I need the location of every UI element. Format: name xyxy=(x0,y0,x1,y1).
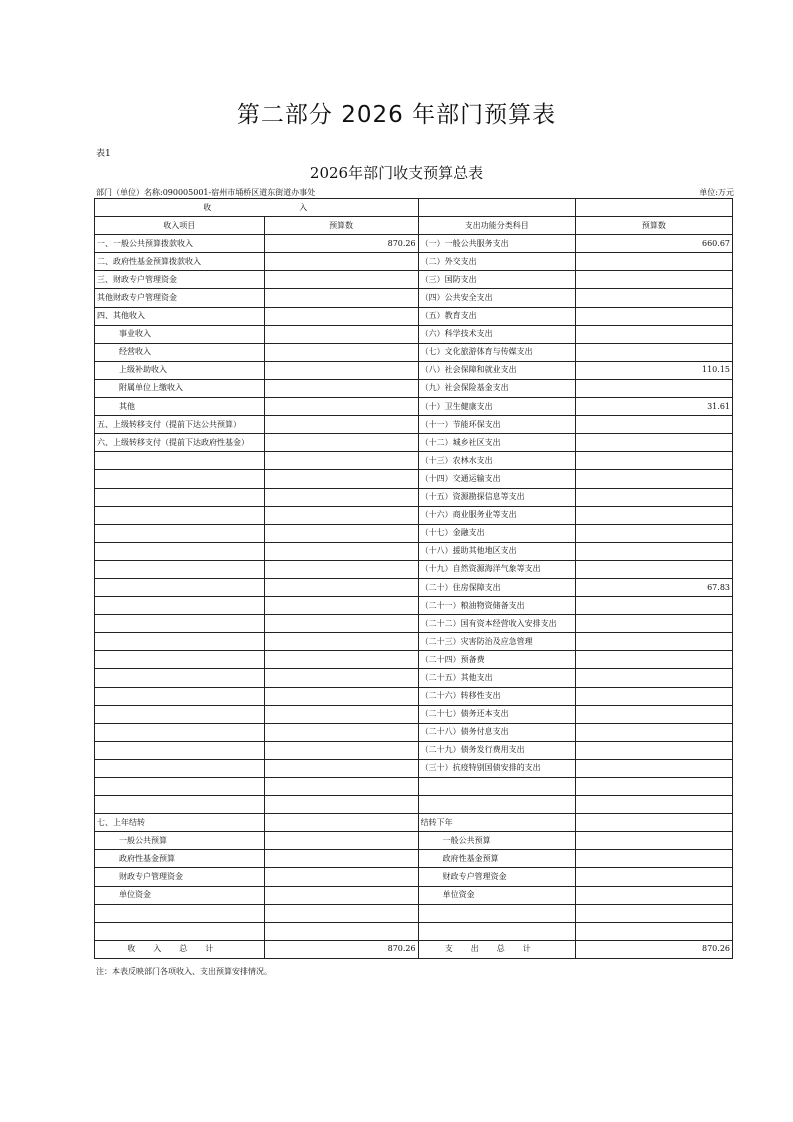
table-row xyxy=(95,832,733,850)
income-amount-cell xyxy=(264,633,418,651)
expense-amount-cell xyxy=(575,488,732,506)
expense-total-amount: 870.26 xyxy=(575,940,732,958)
table-row xyxy=(95,271,733,289)
table-row xyxy=(95,289,733,307)
income-amount-cell xyxy=(264,778,418,796)
expense-item-cell: （十四）交通运输支出 xyxy=(418,470,575,488)
page-title: 第二部分 2026 年部门预算表 xyxy=(236,102,557,128)
table-row xyxy=(95,615,733,633)
income-amount-cell xyxy=(264,886,418,904)
expense-amount-cell xyxy=(575,434,732,452)
expense-amount-cell xyxy=(575,832,732,850)
income-item-cell xyxy=(95,759,265,777)
expense-amount-cell xyxy=(575,524,732,542)
table-row xyxy=(95,705,733,723)
income-amount-cell xyxy=(264,597,418,615)
expense-item-cell: 政府性基金预算 xyxy=(418,850,575,868)
table-row xyxy=(95,488,733,506)
table-row xyxy=(95,651,733,669)
income-item-cell xyxy=(95,506,265,524)
table-row xyxy=(95,470,733,488)
income-amount-cell xyxy=(264,814,418,832)
expense-group-header-blank xyxy=(418,199,575,217)
expense-item-cell: （二十二）国有资本经营收入安排支出 xyxy=(418,615,575,633)
department-name: 部门（单位）名称:090005001-宿州市埇桥区道东街道办事处 xyxy=(96,188,316,197)
expense-item-cell: （十一）节能环保支出 xyxy=(418,416,575,434)
income-amount-cell xyxy=(264,343,418,361)
income-item-cell xyxy=(95,542,265,560)
income-amount-cell xyxy=(264,560,418,578)
expense-item-cell: （十）卫生健康支出 xyxy=(418,398,575,416)
table-row xyxy=(95,633,733,651)
income-amount-cell xyxy=(264,832,418,850)
income-item-cell xyxy=(95,687,265,705)
expense-item-cell: （二十八）债务付息支出 xyxy=(418,723,575,741)
unit-label: 单位:万元 xyxy=(699,188,734,197)
expense-item-cell: 财政专户管理资金 xyxy=(418,868,575,886)
income-amount-cell xyxy=(264,289,418,307)
expense-amount-cell xyxy=(575,687,732,705)
expense-amount-cell xyxy=(575,741,732,759)
expense-item-cell: （三）国防支出 xyxy=(418,271,575,289)
income-item-cell xyxy=(95,705,265,723)
table-title: 2026年部门收支预算总表 xyxy=(309,164,484,182)
table-row xyxy=(95,759,733,777)
table-row xyxy=(95,343,733,361)
income-item-cell xyxy=(95,922,265,940)
expense-item-header: 支出功能分类科目 xyxy=(418,217,575,235)
expense-item-cell xyxy=(418,796,575,814)
table-row xyxy=(95,687,733,705)
expense-amount-cell: 31.61 xyxy=(575,398,732,416)
expense-amount-cell xyxy=(575,705,732,723)
income-item-cell xyxy=(95,778,265,796)
income-amount-cell xyxy=(264,669,418,687)
income-amount-cell xyxy=(264,452,418,470)
table-row xyxy=(95,886,733,904)
expense-item-cell: （十五）资源勘探信息等支出 xyxy=(418,488,575,506)
expense-item-cell xyxy=(418,922,575,940)
income-amount-cell: 870.26 xyxy=(264,235,418,253)
table-row xyxy=(95,778,733,796)
income-item-cell: 一般公共预算 xyxy=(95,832,265,850)
income-amount-cell xyxy=(264,271,418,289)
expense-amount-cell xyxy=(575,307,732,325)
expense-item-cell: （三十）抗疫特别国债安排的支出 xyxy=(418,759,575,777)
income-item-cell: 政府性基金预算 xyxy=(95,850,265,868)
expense-item-cell: （二十五）其他支出 xyxy=(418,669,575,687)
expense-item-cell: （一）一般公共服务支出 xyxy=(418,235,575,253)
expense-amount-cell xyxy=(575,542,732,560)
income-item-cell: 五、上级转移支付（提前下达公共预算） xyxy=(95,416,265,434)
expense-item-cell: （二）外交支出 xyxy=(418,253,575,271)
expense-amount-cell xyxy=(575,759,732,777)
income-item-cell xyxy=(95,488,265,506)
income-amount-cell xyxy=(264,868,418,886)
table-number: 表1 xyxy=(96,149,111,159)
expense-amount-cell xyxy=(575,253,732,271)
expense-item-cell: （十六）商业服务业等支出 xyxy=(418,506,575,524)
expense-amount-cell xyxy=(575,597,732,615)
income-amount-cell xyxy=(264,470,418,488)
expense-amount-cell xyxy=(575,778,732,796)
income-amount-cell xyxy=(264,741,418,759)
expense-amount-cell xyxy=(575,796,732,814)
table-row xyxy=(95,398,733,416)
expense-item-cell: （十九）自然资源海洋气象等支出 xyxy=(418,560,575,578)
income-item-cell xyxy=(95,651,265,669)
income-item-cell xyxy=(95,669,265,687)
income-item-cell: 其他财政专户管理资金 xyxy=(95,289,265,307)
income-amount-header: 预算数 xyxy=(264,217,418,235)
table-row xyxy=(95,578,733,596)
expense-amount-cell xyxy=(575,886,732,904)
income-item-cell xyxy=(95,741,265,759)
income-item-cell xyxy=(95,615,265,633)
expense-item-cell: 单位资金 xyxy=(418,886,575,904)
footnote: 注：本表反映部门各项收入、支出预算安排情况。 xyxy=(96,967,272,976)
income-amount-cell xyxy=(264,488,418,506)
income-item-cell: 附属单位上缴收入 xyxy=(95,379,265,397)
expense-item-cell: （二十六）转移性支出 xyxy=(418,687,575,705)
expense-group-header-blank xyxy=(575,199,732,217)
income-item-cell xyxy=(95,452,265,470)
table-row xyxy=(95,253,733,271)
income-item-cell: 单位资金 xyxy=(95,886,265,904)
income-amount-cell xyxy=(264,796,418,814)
income-amount-cell xyxy=(264,578,418,596)
income-item-cell: 经营收入 xyxy=(95,343,265,361)
expense-amount-cell xyxy=(575,651,732,669)
income-amount-cell xyxy=(264,705,418,723)
expense-amount-cell xyxy=(575,615,732,633)
income-amount-cell xyxy=(264,325,418,343)
table-row xyxy=(95,560,733,578)
expense-item-cell: （十八）援助其他地区支出 xyxy=(418,542,575,560)
expense-amount-cell xyxy=(575,904,732,922)
expense-item-cell xyxy=(418,904,575,922)
table-row xyxy=(95,922,733,940)
expense-item-cell: （二十）住房保障支出 xyxy=(418,578,575,596)
income-total-amount: 870.26 xyxy=(264,940,418,958)
expense-amount-cell: 660.67 xyxy=(575,235,732,253)
income-item-cell: 一、一般公共预算拨款收入 xyxy=(95,235,265,253)
table-row xyxy=(95,307,733,325)
expense-amount-header: 预算数 xyxy=(575,217,732,235)
expense-item-cell: （四）公共安全支出 xyxy=(418,289,575,307)
expense-amount-cell xyxy=(575,868,732,886)
income-amount-cell xyxy=(264,379,418,397)
expense-amount-cell xyxy=(575,271,732,289)
table-row xyxy=(95,235,733,253)
table-row xyxy=(95,379,733,397)
income-item-cell xyxy=(95,470,265,488)
expense-amount-cell xyxy=(575,669,732,687)
income-item-cell xyxy=(95,904,265,922)
expense-amount-cell xyxy=(575,922,732,940)
table-row xyxy=(95,597,733,615)
table-row xyxy=(95,741,733,759)
table-row xyxy=(95,669,733,687)
table-row xyxy=(95,416,733,434)
expense-item-cell: （十三）农林水支出 xyxy=(418,452,575,470)
income-item-cell xyxy=(95,597,265,615)
income-amount-cell xyxy=(264,398,418,416)
table-row xyxy=(95,542,733,560)
table-row xyxy=(95,434,733,452)
income-amount-cell xyxy=(264,434,418,452)
income-amount-cell xyxy=(264,524,418,542)
expense-amount-cell xyxy=(575,723,732,741)
expense-item-cell: （十七）金融支出 xyxy=(418,524,575,542)
income-amount-cell xyxy=(264,904,418,922)
table-row xyxy=(95,868,733,886)
income-amount-cell xyxy=(264,723,418,741)
expense-amount-cell xyxy=(575,850,732,868)
income-item-header: 收入项目 xyxy=(95,217,265,235)
expense-item-cell: （八）社会保障和就业支出 xyxy=(418,361,575,379)
expense-amount-cell xyxy=(575,560,732,578)
table-row xyxy=(95,506,733,524)
income-item-cell xyxy=(95,723,265,741)
income-item-cell: 四、其他收入 xyxy=(95,307,265,325)
expense-amount-cell xyxy=(575,343,732,361)
expense-item-cell: （十二）城乡社区支出 xyxy=(418,434,575,452)
header-row xyxy=(95,217,733,235)
header-group-row xyxy=(95,199,733,217)
income-item-cell xyxy=(95,560,265,578)
expense-item-cell: （二十三）灾害防治及应急管理 xyxy=(418,633,575,651)
totals-row xyxy=(95,940,733,958)
expense-item-cell xyxy=(418,778,575,796)
budget-table xyxy=(94,198,733,959)
income-amount-cell xyxy=(264,307,418,325)
income-item-cell: 事业收入 xyxy=(95,325,265,343)
expense-amount-cell: 67.83 xyxy=(575,578,732,596)
income-amount-cell xyxy=(264,651,418,669)
expense-item-cell: （二十四）预备费 xyxy=(418,651,575,669)
expense-item-cell: 一般公共预算 xyxy=(418,832,575,850)
expense-amount-cell: 110.15 xyxy=(575,361,732,379)
income-total-label: 收入总计 xyxy=(95,940,265,958)
income-amount-cell xyxy=(264,615,418,633)
income-amount-cell xyxy=(264,922,418,940)
income-item-cell: 六、上级转移支付（提前下达政府性基金） xyxy=(95,434,265,452)
expense-amount-cell xyxy=(575,325,732,343)
income-amount-cell xyxy=(264,361,418,379)
income-item-cell: 财政专户管理资金 xyxy=(95,868,265,886)
income-item-cell xyxy=(95,796,265,814)
income-item-cell xyxy=(95,524,265,542)
expense-amount-cell xyxy=(575,379,732,397)
expense-total-label: 支出总计 xyxy=(418,940,575,958)
income-amount-cell xyxy=(264,253,418,271)
income-amount-cell xyxy=(264,542,418,560)
expense-item-cell: （二十一）粮油物资储备支出 xyxy=(418,597,575,615)
income-amount-cell xyxy=(264,687,418,705)
expense-item-cell: 结转下年 xyxy=(418,814,575,832)
expense-item-cell: （九）社会保险基金支出 xyxy=(418,379,575,397)
table-row xyxy=(95,796,733,814)
expense-amount-cell xyxy=(575,452,732,470)
income-item-cell: 七、上年结转 xyxy=(95,814,265,832)
table-row xyxy=(95,814,733,832)
expense-amount-cell xyxy=(575,416,732,434)
table-row xyxy=(95,325,733,343)
table-row xyxy=(95,723,733,741)
income-item-cell: 上级补助收入 xyxy=(95,361,265,379)
income-item-cell: 二、政府性基金预算拨款收入 xyxy=(95,253,265,271)
expense-item-cell: （二十九）债务发行费用支出 xyxy=(418,741,575,759)
table-row xyxy=(95,904,733,922)
table-row xyxy=(95,452,733,470)
expense-amount-cell xyxy=(575,633,732,651)
income-amount-cell xyxy=(264,506,418,524)
income-item-cell: 其他 xyxy=(95,398,265,416)
table-row xyxy=(95,361,733,379)
income-item-cell xyxy=(95,633,265,651)
expense-amount-cell xyxy=(575,506,732,524)
income-group-header: 收 入 xyxy=(95,199,419,217)
expense-item-cell: （七）文化旅游体育与传媒支出 xyxy=(418,343,575,361)
expense-item-cell: （六）科学技术支出 xyxy=(418,325,575,343)
table-row xyxy=(95,524,733,542)
expense-amount-cell xyxy=(575,470,732,488)
income-amount-cell xyxy=(264,850,418,868)
income-item-cell: 三、财政专户管理资金 xyxy=(95,271,265,289)
expense-amount-cell xyxy=(575,289,732,307)
table-row xyxy=(95,850,733,868)
income-item-cell xyxy=(95,578,265,596)
income-amount-cell xyxy=(264,416,418,434)
income-amount-cell xyxy=(264,759,418,777)
expense-amount-cell xyxy=(575,814,732,832)
expense-item-cell: （二十七）债务还本支出 xyxy=(418,705,575,723)
expense-item-cell: （五）教育支出 xyxy=(418,307,575,325)
